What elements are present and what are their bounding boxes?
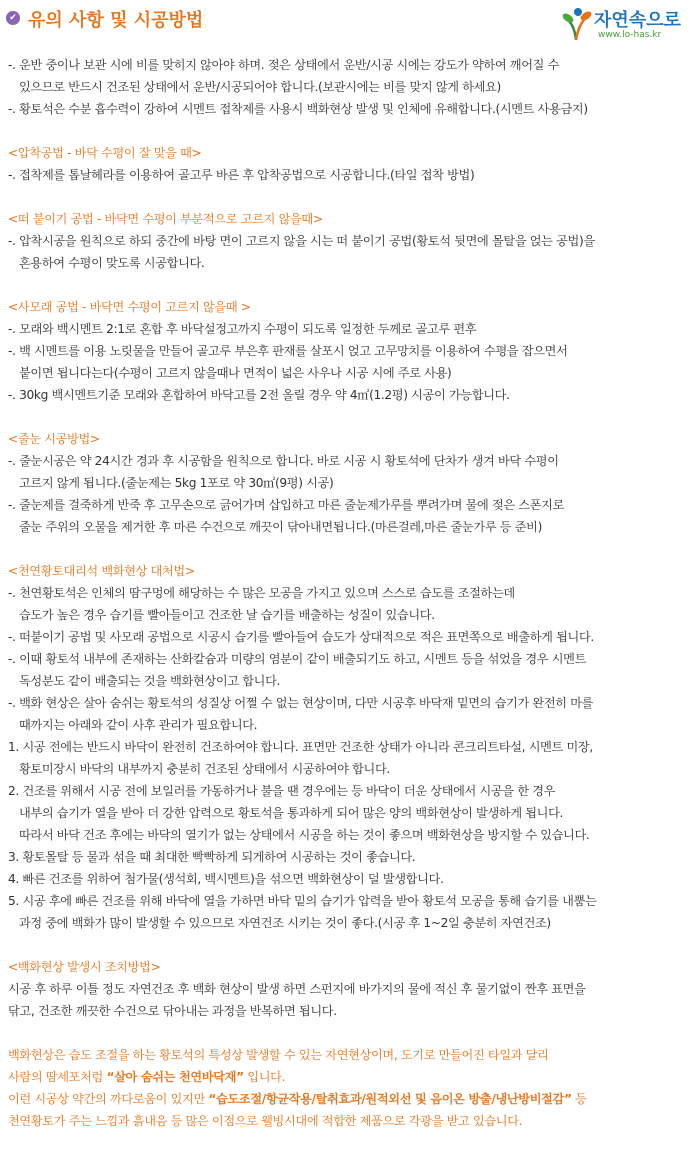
numbered-item: 4. 빠른 건조를 위하여 첨가물(생석회, 백시멘트)을 섞으면 백화현상이 덜 발생합니다. [8, 872, 444, 886]
list-item: -. 줄눈시공은 약 24시간 경과 후 시공함을 원칙으로 합니다. 바로 시공 시 황토석에 단차가 생겨 바닥 수평이 [8, 454, 559, 468]
check-circle-icon: ✔ [6, 11, 20, 25]
closing-line [8, 1066, 696, 1088]
list-item: -. 30kg 백시멘트기준 모래와 혼합하여 바닥고를 2전 올릴 경우 약 4㎡(1.2평) 시공이 가능합니다. [8, 388, 510, 402]
list-item: -. 압착시공을 원칙으로 하되 중간에 바탕 면이 고르지 않을 시는 떠 붙이기 공법(황토석 뒷면에 몰탈을 얹는 공법)을 [8, 234, 595, 248]
numbered-item: 2. 건조를 위해서 시공 전에 보일러를 가동하거나 불을 땐 경우에는 등 바닥이 더운 상태에서 시공을 한 경우 [8, 784, 556, 798]
section-heading: <천연황토대리석 백화현상 대처법> [8, 564, 195, 578]
section-heading: <압착공법 - 바닥 수평이 잘 맞을 때> [8, 146, 202, 160]
list-item: -. 황토석은 수분 흡수력이 강하여 시멘트 접착제를 사용시 백화현상 발생 및 인체에 유해합니다.(시멘트 사용금지) [8, 102, 588, 116]
closing-line [8, 1088, 696, 1110]
closing-text: 사람의 땀세포처럼 [8, 1070, 107, 1084]
brand-logo [558, 4, 698, 44]
paragraph-line: 닦고, 건조한 깨끗한 수건으로 닦아내는 과정을 반복하면 됩니다. [8, 1004, 337, 1018]
list-item: 독성분도 같이 배출되는 것을 백화현상이고 합니다. [19, 674, 281, 688]
numbered-item: 1. 시공 전에는 반드시 바닥이 완전히 건조하여야 합니다. 표면만 건조한 상태가 아니라 콘크리트타설, 시멘트 미장, [8, 740, 593, 754]
numbered-item: 3. 황토몰탈 등 물과 섞을 때 최대한 빡빡하게 되게하여 시공하는 것이 좋습니다. [8, 850, 416, 864]
list-item: -. 백 시멘트를 이용 노릿물을 만들어 골고루 부은후 판재를 살포시 얹고 고무망치를 이용하여 수평을 잡으면서 [8, 344, 568, 358]
leaf-icon [560, 6, 594, 42]
page-header [0, 0, 700, 44]
closing-emphasis: “살아 숨쉬는 천연바닥재” [106, 1070, 244, 1084]
numbered-item: 황토미장시 바닥의 내부까지 충분히 건조된 상태에서 시공하여야 합니다. [19, 762, 390, 776]
closing-text: 입니다. [243, 1070, 286, 1084]
list-item: -. 떠붙이기 공법 및 사모래 공법으로 시공시 습기를 빨아들여 습도가 상대적으로 적은 표면쪽으로 배출하게 됩니다. [8, 630, 594, 644]
list-item: -. 접착제를 톱날헤라를 이용하여 골고루 바른 후 압착공법으로 시공합니다.(타일 접착 방법) [8, 168, 475, 182]
list-item: -. 모래와 백시멘트 2:1로 혼합 후 바닥설정고까지 수평이 되도록 일정한 두께로 골고루 편후 [8, 322, 477, 336]
list-item: 때까지는 아래와 같이 사후 관리가 필요합니다. [19, 718, 258, 732]
list-item: -. 이때 황토석 내부에 존재하는 산화칼슘과 미량의 염분이 같이 배출되기도 하고, 시멘트 등을 섞었을 경우 시멘트 [8, 652, 586, 666]
paragraph-line: 시공 후 하루 이틀 정도 자연건조 후 백화 현상이 발생 하면 스펀지에 바가지의 물에 적신 후 물기없이 짠후 표면을 [8, 982, 586, 996]
page-title: 유의 사항 및 시공방법 [28, 10, 204, 31]
closing-text: 이런 시공상 약간의 까다로움이 있지만 [8, 1092, 209, 1106]
list-item: 있으므로 반드시 건조된 상태에서 운반/시공되어야 합니다.(보관시에는 비를 맞지 않게 하세요) [19, 80, 501, 94]
section-heading: <줄눈 시공방법> [8, 432, 100, 446]
closing-text: 등 [571, 1092, 587, 1106]
section-heading: <떠 붙이기 공법 - 바닥면 수평이 부분적으로 고르지 않을때> [8, 212, 323, 226]
list-item: 습도가 높은 경우 습기를 빨아들이고 건조한 날 습기를 배출하는 성질이 있습니다. [19, 608, 435, 622]
list-item: 혼용하여 수평이 맞도록 시공합니다. [19, 256, 205, 270]
list-item: -. 천연황토석은 인체의 땀구멍에 해당하는 수 많은 모공을 가지고 있으며 스스로 습도를 조절하는데 [8, 586, 515, 600]
list-item: 붙이면 됩니다는다(수평이 고르지 않을때나 면적이 넓은 사우나 시공 시에 주로 사용) [19, 366, 452, 380]
list-item: 고르지 않게 됩니다.(줄눈제는 5kg 1포로 약 30㎡(9평) 시공) [19, 476, 334, 490]
closing-line: 백화현상은 습도 조절을 하는 황토석의 특성상 발생할 수 있는 자연현상이며, 도기로 만들어진 타일과 달리 [8, 1048, 549, 1062]
section-heading: <백화현상 발생시 조치방법> [8, 960, 161, 974]
numbered-item: 과정 중에 백화가 많이 발생할 수 있으므로 자연건조 시키는 것이 좋다.(시공 후 1~2일 충분히 자연건조) [19, 916, 551, 930]
numbered-item: 5. 시공 후에 빠른 건조를 위해 바닥에 열을 가하면 바닥 밑의 습기가 압력을 받아 황토석 모공을 통해 습기를 내뿜는 [8, 894, 597, 908]
numbered-item: 내부의 습기가 열을 받아 더 강한 압력으로 황토석을 통과하게 되어 많은 양의 백화현상이 발생하게 됩니다. [19, 806, 564, 820]
list-item: -. 줄눈제를 걸죽하게 반죽 후 고무손으로 긁어가며 삽입하고 마른 줄눈제가루를 뿌려가며 물에 젖은 스폰지로 [8, 498, 565, 512]
instructions-body [8, 54, 696, 1132]
list-item: 줄눈 주위의 오물을 제거한 후 마른 수건으로 깨끗이 닦아내면됩니다.(마른걸레,마른 줄눈가루 등 준비) [19, 520, 542, 534]
closing-line: 천연황토가 주는 느낌과 흙내음 등 많은 이점으로 웰빙시대에 적합한 제품으로 각광을 받고 있습니다. [8, 1114, 523, 1128]
list-item: -. 운반 중이나 보관 시에 비를 맞히지 않아야 하며. 젖은 상태에서 운반/시공 시에는 강도가 약하여 깨어질 수 [8, 58, 560, 72]
brand-url: www.lo-has.kr [598, 30, 662, 40]
section-heading: <사모래 공법 - 바닥면 수평이 고르지 않을때 > [8, 300, 251, 314]
closing-emphasis: “습도조절/항균작용/탈취효과/원적외선 및 음이온 방출/냉난방비절감” [208, 1092, 572, 1106]
brand-name: 자연속으로 [594, 10, 681, 31]
list-item: -. 백화 현상은 살아 숨쉬는 황토석의 성질상 어쩔 수 없는 현상이며, 다만 시공후 바닥재 밑면의 습기가 완전히 마를 [8, 696, 594, 710]
numbered-item: 따라서 바닥 건조 후에는 바닥의 열기가 없는 상태에서 시공을 하는 것이 좋으며 백화현상을 방지할 수 있습니다. [19, 828, 590, 842]
